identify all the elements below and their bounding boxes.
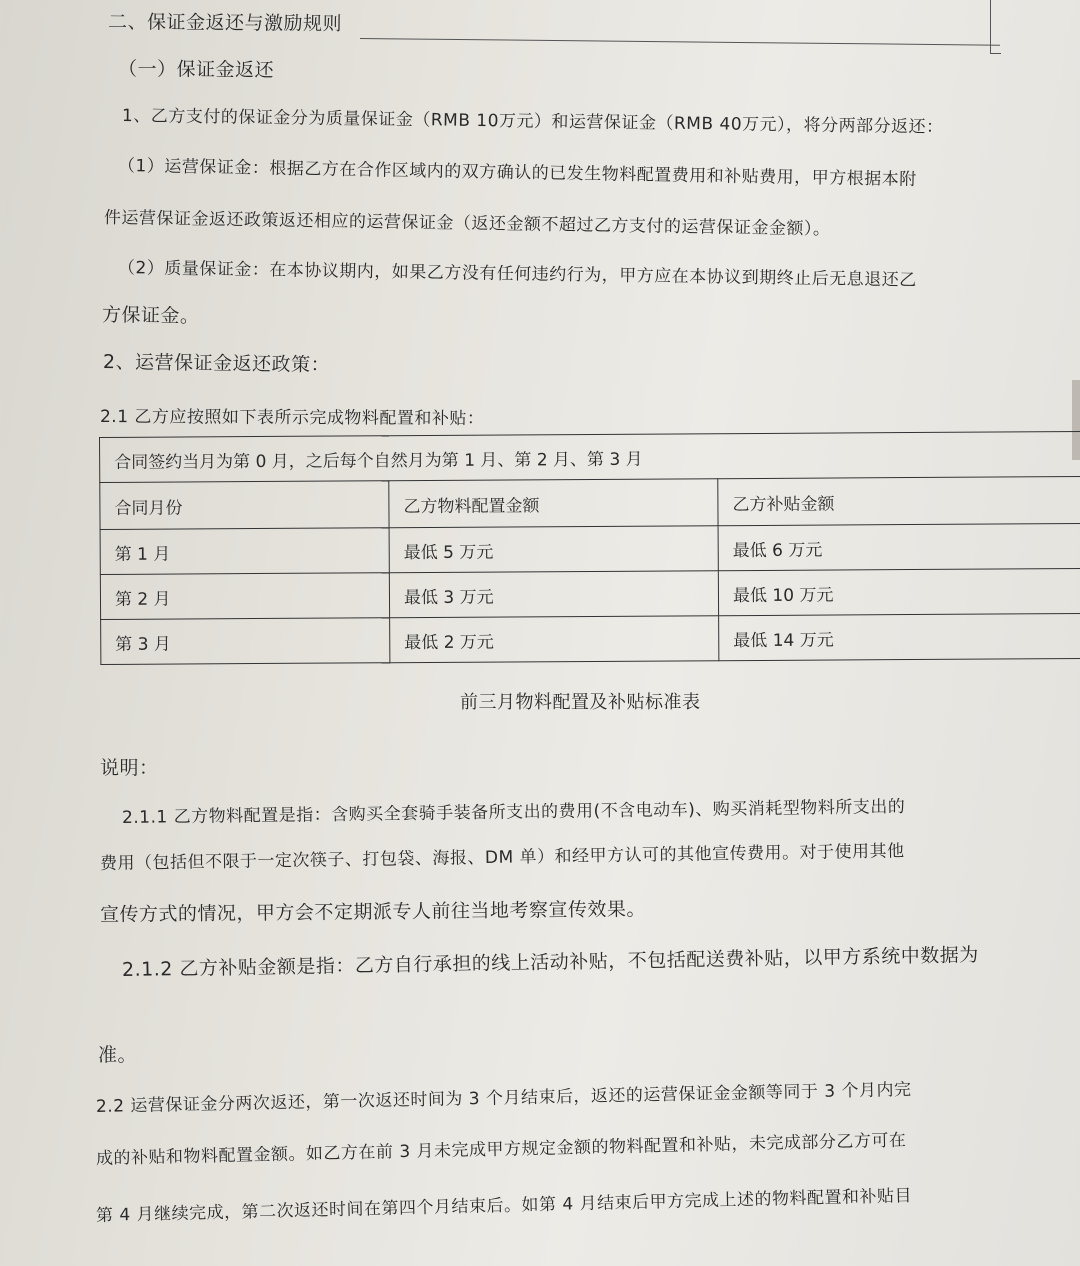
- box-border: [990, 0, 1001, 54]
- paragraph-3-line-1: （2）质量保证金：在本协议期内，如果乙方没有任何违约行为，甲方应在本协议到期终止后无息退还乙: [117, 258, 917, 291]
- sub-heading: （一）保证金返还: [117, 58, 275, 82]
- paragraph-4: 2、运营保证金返还政策：: [102, 351, 331, 377]
- explanation-1-line-3: 宣传方式的情况，甲方会不定期派专人前往当地考察宣传效果。: [99, 898, 647, 926]
- table-cell: 最低 5 万元: [389, 526, 718, 573]
- section-2-2-line-1: 2.2 运营保证金分两次返还，第一次返还时间为 3 个月结束后，返还的运营保证金金额等同于 3 个月内完: [95, 1079, 912, 1117]
- table-cell: 第 3 月: [101, 618, 390, 665]
- table-row: [101, 613, 1080, 664]
- table-cell: 最低 14 万元: [719, 613, 1080, 660]
- table-note: 合同签约当月为第 0 月，之后每个自然月为第 1 月、第 2 月、第 3 月: [100, 431, 1080, 482]
- explanation-1-line-2: 费用（包括但不限于一定次筷子、打包袋、海报、DM 单）和经甲方认可的其他宣传费用。对于使用其他: [99, 841, 905, 874]
- table-header-cell: 合同月份: [100, 481, 389, 530]
- table-caption: 前三月物料配置及补贴标准表: [460, 692, 701, 713]
- table-row: [100, 568, 1080, 619]
- explanation-2-line-2: 准。: [98, 1044, 138, 1066]
- standards-table: [99, 431, 1080, 665]
- table-cell: 最低 3 万元: [389, 571, 718, 618]
- section-heading: 二、保证金返还与激励规则: [107, 11, 343, 36]
- box-border-line: [360, 38, 1000, 46]
- section-2-2-line-3: 第 4 月继续完成，第二次返还时间在第四个月结束后。如第 4 月结束后甲方完成上述的物料配置和补贴目: [95, 1186, 913, 1226]
- table-cell: 第 1 月: [100, 528, 389, 575]
- table-cell: 最低 10 万元: [718, 568, 1080, 615]
- paragraph-5: 2.1 乙方应按照如下表所示完成物料配置和补贴：: [99, 407, 485, 430]
- table-header-row: [100, 476, 1080, 529]
- paragraph-3-line-2: 方保证金。: [101, 304, 200, 328]
- table-header-cell: 乙方补贴金额: [718, 476, 1080, 525]
- table-cell: 最低 6 万元: [718, 523, 1080, 570]
- table-row: [100, 523, 1080, 574]
- explanation-label: 说明：: [100, 757, 159, 779]
- paragraph-2-line-2: 件运营保证金返还政策返还相应的运营保证金（返还金额不超过乙方支付的运营保证金金额）。: [103, 208, 831, 240]
- paragraph-1: 1、乙方支付的保证金分为质量保证金（RMB 10万元）和运营保证金（RMB 40万元），将分两部分返还：: [121, 106, 944, 138]
- table-cell: 第 2 月: [100, 573, 389, 620]
- table-header-cell: 乙方物料配置金额: [389, 479, 718, 528]
- table-cell: 最低 2 万元: [390, 616, 719, 663]
- explanation-2-line-1: 2.1.2 乙方补贴金额是指：乙方自行承担的线上活动补贴，不包括配送费补贴，以甲方系统中数据为: [121, 944, 979, 981]
- explanation-1-line-1: 2.1.1 乙方物料配置是指：含购买全套骑手装备所支出的费用(不含电动车)、购买消耗型物料所支出的: [121, 797, 906, 828]
- paragraph-2-line-1: （1）运营保证金：根据乙方在合作区域内的双方确认的已发生物料配置费用和补贴费用，甲方根据本附: [117, 156, 917, 190]
- section-2-2-line-2: 成的补贴和物料配置金额。如乙方在前 3 月未完成甲方规定金额的物料配置和补贴，未完成部分乙方可在: [95, 1130, 907, 1169]
